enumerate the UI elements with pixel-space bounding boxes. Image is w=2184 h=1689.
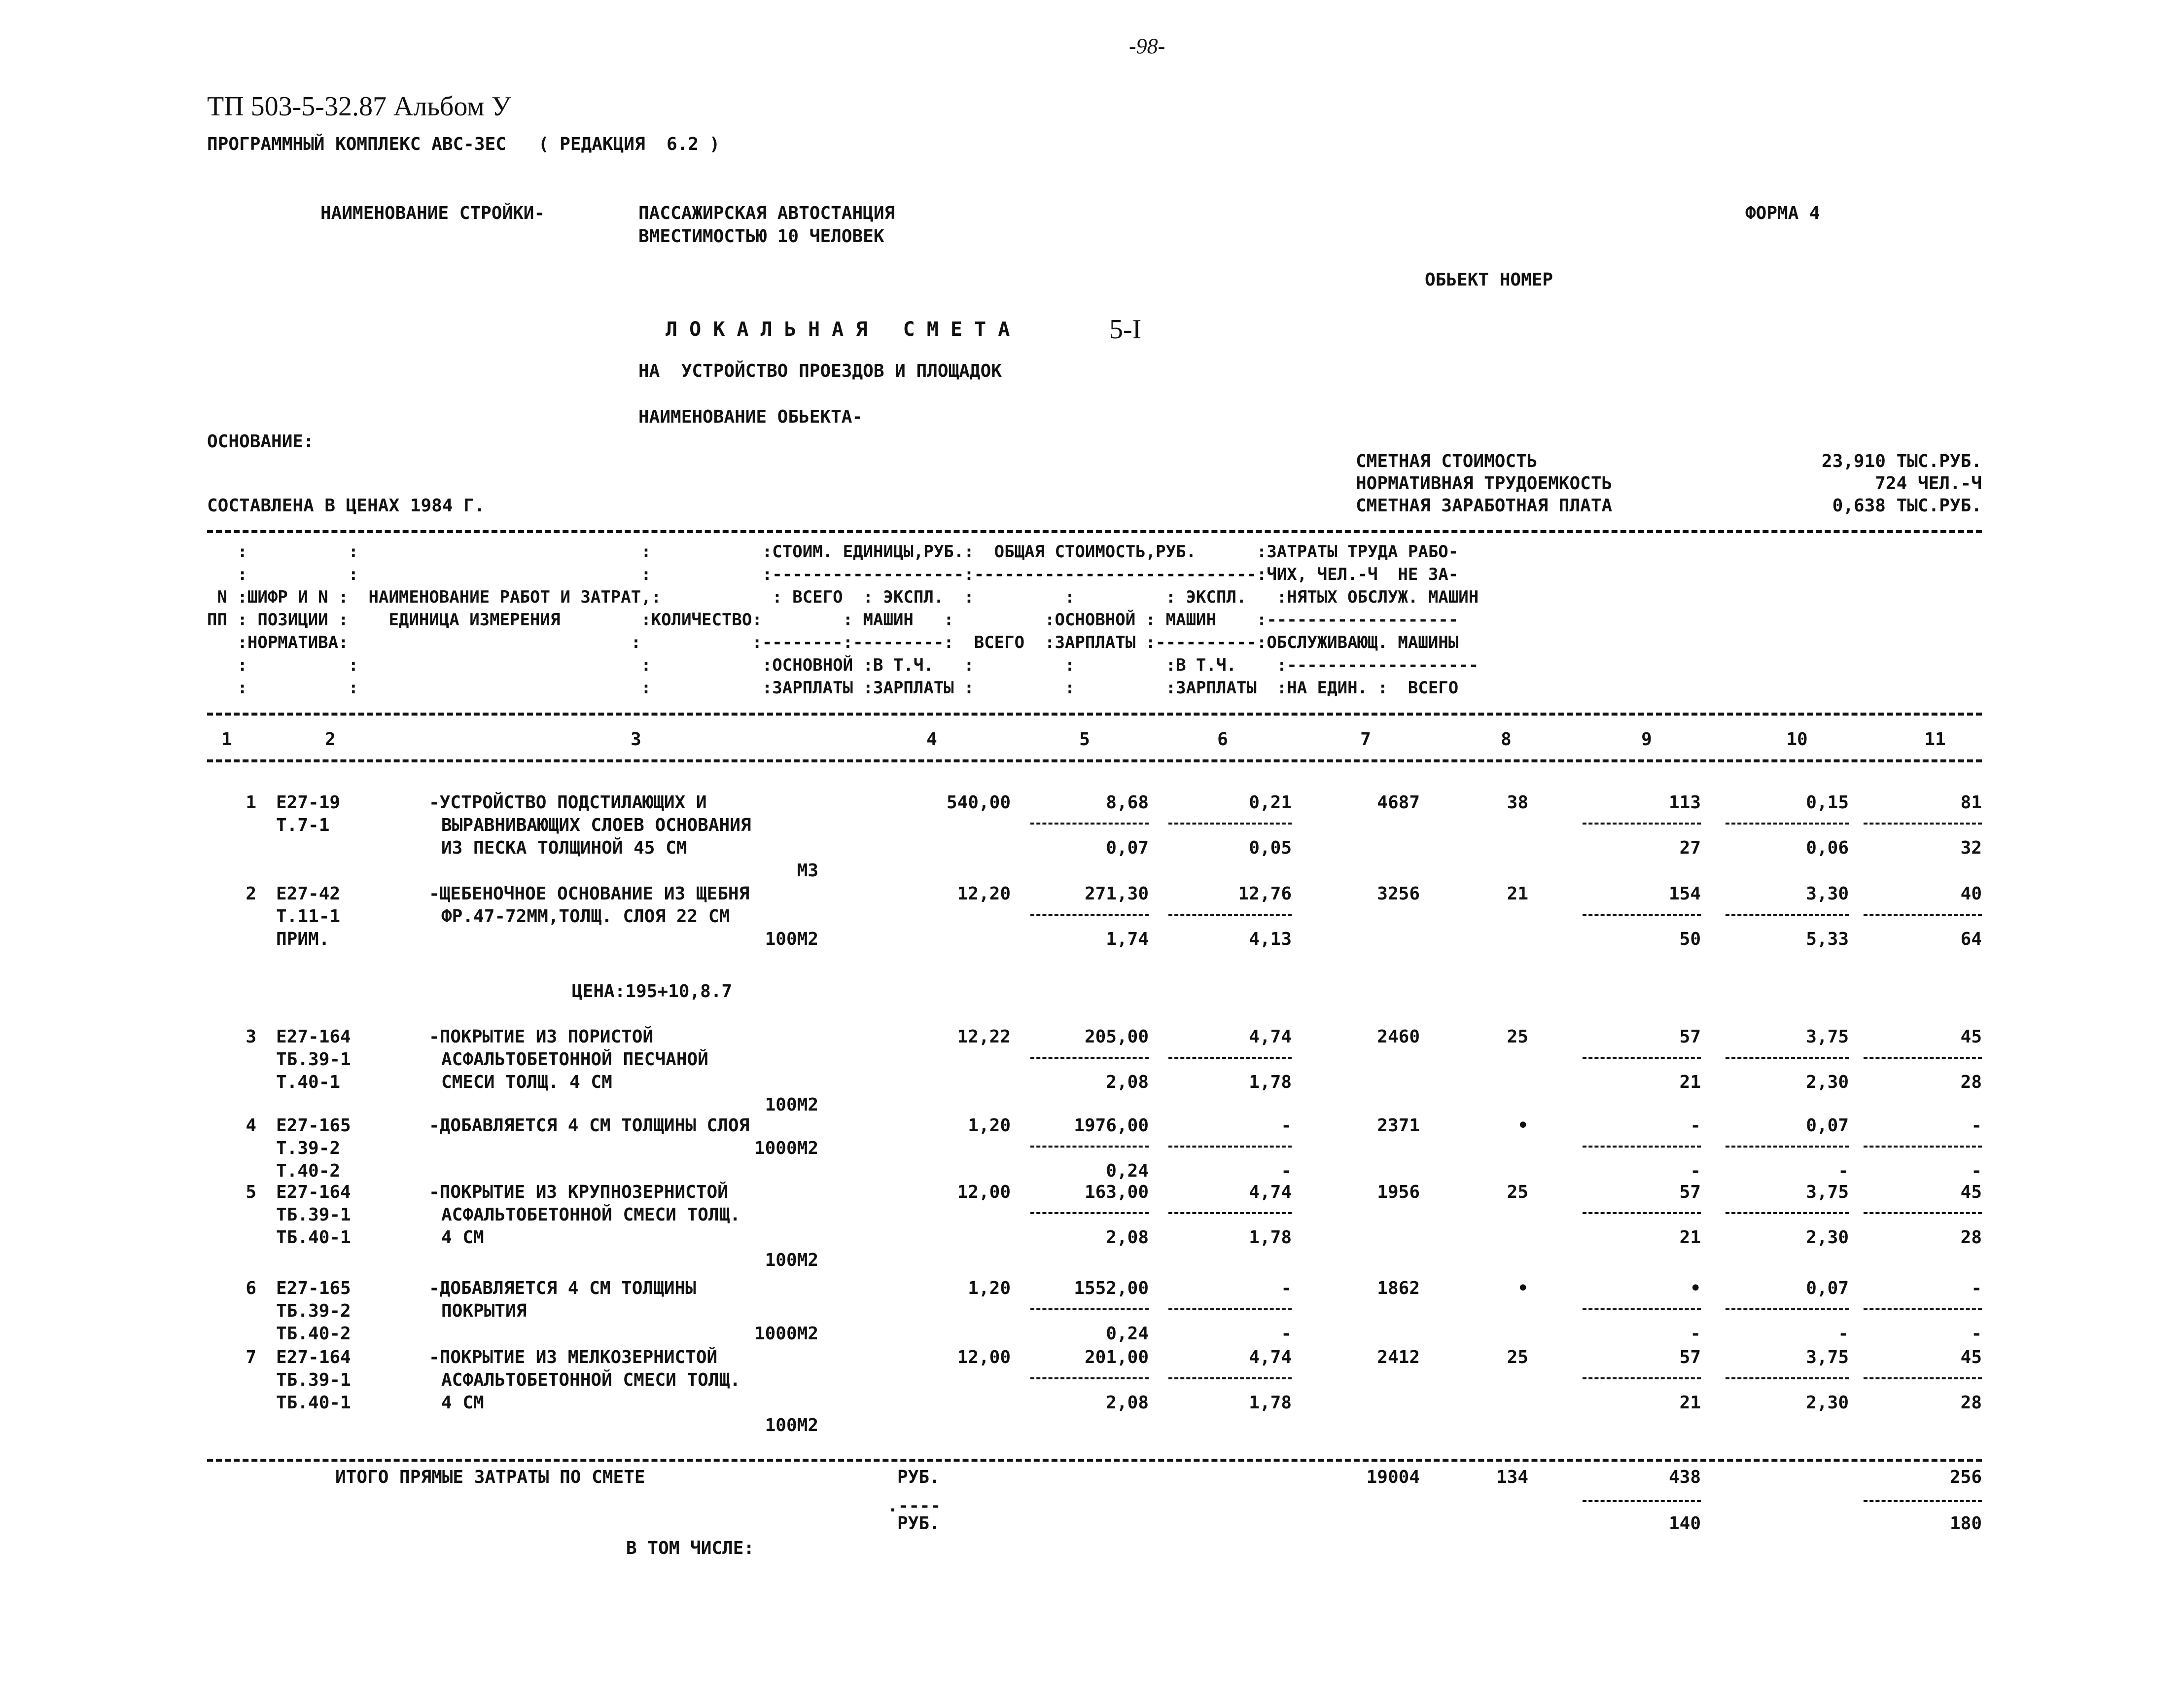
cell-subrule <box>1726 1212 1849 1214</box>
summary-value: 23,910 ТЫС.РУБ. <box>1821 451 1982 471</box>
work-name: ПОКРЫТИЯ <box>441 1301 527 1321</box>
object-number-label: ОБЬЕКТ НОМЕР <box>1425 270 1553 290</box>
header-line: N :ШИФР И N : НАИМЕНОВАНИЕ РАБОТ И ЗАТРАТ,: : ВСЕГО : ЭКСПЛ. : : : ЭКСПЛ. :НЯТЫХ ОБСЛУЖ. МАШИН <box>207 587 1479 607</box>
estimate-subject: НА УСТРОЙСТВО ПРОЕЗДОВ И ПЛОЩАДОК <box>638 361 1002 381</box>
unit-cost-machine: - <box>1281 1115 1292 1136</box>
labour-per-unit-maint: 2,30 <box>1806 1227 1849 1248</box>
labour-per-unit-maint: 2,30 <box>1806 1072 1849 1092</box>
position-code: Т.11-1 <box>276 906 341 927</box>
wages: 38 <box>1507 792 1528 813</box>
unit-cost-machine-wages: 0,05 <box>1249 838 1292 858</box>
software-line: ПРОГРАММНЫЙ КОМПЛЕКС АВС-3ЕС ( РЕДАКЦИЯ 6.2 ) <box>207 134 720 154</box>
construction-name-line-1: ПАССАЖИРСКАЯ АВТОСТАНЦИЯ <box>638 203 895 223</box>
row-number: 2 <box>246 884 256 904</box>
machine-wages: 21 <box>1679 1227 1701 1248</box>
cell-subrule <box>1168 914 1292 916</box>
summary-label: СМЕТНАЯ ЗАРАБОТНАЯ ПЛАТА <box>1356 496 1613 516</box>
cell-subrule <box>1864 1377 1982 1379</box>
construction-label: НАИМЕНОВАНИЕ СТРОЙКИ- <box>320 203 545 223</box>
table-top-rule <box>207 530 1982 533</box>
machine-wages: 27 <box>1679 838 1701 858</box>
position-code: Т.7-1 <box>276 815 330 835</box>
labour-per-unit: 0,07 <box>1806 1278 1849 1298</box>
position-code: Т.40-1 <box>276 1072 341 1092</box>
unit-of-measure: 100М2 <box>765 929 818 949</box>
column-number: 10 <box>1786 729 1808 750</box>
labour-total: 45 <box>1960 1347 1982 1367</box>
machine-cost: • <box>1690 1278 1701 1298</box>
machine-cost: 113 <box>1668 792 1701 813</box>
cell-subrule <box>1168 1146 1292 1148</box>
quantity: 540,00 <box>946 792 1011 813</box>
quantity: 1,20 <box>968 1115 1011 1136</box>
labour-per-unit: 3,75 <box>1806 1347 1849 1367</box>
unit-cost-machine: 4,74 <box>1249 1182 1292 1202</box>
row-number: 7 <box>246 1347 256 1367</box>
cell-subrule <box>1030 914 1149 916</box>
total-cost: 1956 <box>1377 1182 1420 1202</box>
unit-of-measure: М3 <box>797 861 818 881</box>
position-code: Т.40-2 <box>276 1161 341 1181</box>
labour-total-maint: 28 <box>1960 1072 1982 1092</box>
total-cost: 2371 <box>1377 1115 1420 1136</box>
total-top-rule <box>207 1459 1982 1462</box>
cell-subrule <box>1030 1057 1149 1059</box>
row-number: 5 <box>246 1182 256 1202</box>
column-number: 3 <box>631 729 641 750</box>
form-label: ФОРМА 4 <box>1745 203 1820 223</box>
unit-cost-wages: 2,08 <box>1106 1072 1149 1092</box>
cell-subrule <box>1168 1308 1292 1310</box>
prices-line: СОСТАВЛЕНА В ЦЕНАХ 1984 Г. <box>207 496 485 516</box>
quantity: 1,20 <box>968 1278 1011 1298</box>
total-cost: 19004 <box>1366 1467 1420 1487</box>
labour-per-unit: 3,75 <box>1806 1182 1849 1202</box>
work-name: 4 СМ <box>441 1227 484 1248</box>
header-line: : : : :СТОИМ. ЕДИНИЦЫ,РУБ.: ОБЩАЯ СТОИМОСТЬ,РУБ. :ЗАТРАТЫ ТРУДА РАБО- <box>207 542 1459 562</box>
unit-cost-total: 201,00 <box>1084 1347 1149 1367</box>
machine-cost: - <box>1690 1115 1701 1136</box>
position-code: ПРИМ. <box>276 929 330 949</box>
work-name: -ДОБАВЛЯЕТСЯ 4 СМ ТОЛЩИНЫ СЛОЯ <box>429 1115 750 1136</box>
unit-of-measure: 1000М2 <box>754 1324 818 1344</box>
estimate-number: 5-I <box>1109 314 1142 345</box>
row-number: 1 <box>246 792 256 813</box>
position-code: ТБ.40-1 <box>276 1393 351 1413</box>
estimate-title: Л О К А Л Ь Н А Я С М Е Т А <box>666 318 1010 341</box>
labour-per-unit: 3,30 <box>1806 884 1849 904</box>
labour-total-maint: 28 <box>1960 1393 1982 1413</box>
object-name-label: НАИМЕНОВАНИЕ ОБЬЕКТА- <box>638 407 863 427</box>
unit-of-measure: 100М2 <box>765 1415 818 1436</box>
unit-cost-machine: 0,21 <box>1249 792 1292 813</box>
column-number: 4 <box>926 729 937 750</box>
summary-value: 724 ЧЕЛ.-Ч <box>1875 473 1982 494</box>
cell-subrule <box>1168 1377 1292 1379</box>
cell-subrule <box>1583 1308 1701 1310</box>
cell-subrule <box>1168 823 1292 825</box>
cell-subrule <box>1864 1212 1982 1214</box>
position-code: ТБ.40-1 <box>276 1227 351 1248</box>
unit-cost-total: 8,68 <box>1106 792 1149 813</box>
machine-wages: 21 <box>1679 1072 1701 1092</box>
work-name: -ПОКРЫТИЕ ИЗ МЕЛКОЗЕРНИСТОЙ <box>429 1347 718 1367</box>
total-cost: 4687 <box>1377 792 1420 813</box>
labour-per-unit-maint: - <box>1838 1324 1849 1344</box>
labour-total: 45 <box>1960 1182 1982 1202</box>
work-name: ИЗ ПЕСКА ТОЛЩИНОЙ 45 СМ <box>441 838 687 858</box>
labour-total: 81 <box>1960 792 1982 813</box>
total-labour: 256 <box>1949 1467 1982 1487</box>
work-name: -ДОБАВЛЯЕТСЯ 4 СМ ТОЛЩИНЫ <box>429 1278 696 1298</box>
position-code: ТБ.39-2 <box>276 1301 351 1321</box>
position-code: Е27-164 <box>276 1347 351 1367</box>
unit-cost-wages: 0,07 <box>1106 838 1149 858</box>
column-number: 11 <box>1924 729 1946 750</box>
cell-subrule <box>1583 1057 1701 1059</box>
cell-subrule <box>1864 1146 1982 1148</box>
machine-wages: 21 <box>1679 1393 1701 1413</box>
header-line: : : : :ОСНОВНОЙ :В Т.Ч. : : :В Т.Ч. :------------------- <box>207 655 1479 675</box>
unit-cost-total: 205,00 <box>1084 1027 1149 1047</box>
quantity: 12,00 <box>957 1182 1011 1202</box>
unit-cost-total: 271,30 <box>1084 884 1149 904</box>
labour-total: - <box>1971 1115 1982 1136</box>
document-reference: ТП 503-5-32.87 Альбом У <box>207 91 511 122</box>
column-number: 5 <box>1079 729 1090 750</box>
total-subrule <box>1864 1500 1982 1502</box>
cell-subrule <box>1583 1212 1701 1214</box>
column-number: 7 <box>1360 729 1371 750</box>
cell-subrule <box>1583 1146 1701 1148</box>
total-unit: РУБ. <box>897 1513 940 1534</box>
labour-total-maint: - <box>1971 1324 1982 1344</box>
unit-cost-wages: 1,74 <box>1106 929 1149 949</box>
labour-total-maint: 28 <box>1960 1227 1982 1248</box>
work-name: -УСТРОЙСТВО ПОДСТИЛАЮЩИХ И <box>429 792 707 813</box>
work-name: СМЕСИ ТОЛЩ. 4 СМ <box>441 1072 612 1092</box>
unit-cost-wages: 0,24 <box>1106 1161 1149 1181</box>
position-code: ТБ.40-2 <box>276 1324 351 1344</box>
unit-cost-machine-wages: 1,78 <box>1249 1227 1292 1248</box>
column-number: 1 <box>221 729 232 750</box>
total-cost: 2412 <box>1377 1347 1420 1367</box>
cell-subrule <box>1726 1377 1849 1379</box>
position-code: Е27-165 <box>276 1278 351 1298</box>
work-name: -ПОКРЫТИЕ ИЗ ПОРИСТОЙ <box>429 1027 654 1047</box>
machine-wages: 50 <box>1679 929 1701 949</box>
construction-name-line-2: ВМЕСТИМОСТЬЮ 10 ЧЕЛОВЕК <box>638 226 884 247</box>
cell-subrule <box>1030 823 1149 825</box>
labour-total-maint: - <box>1971 1161 1982 1181</box>
summary-label: СМЕТНАЯ СТОИМОСТЬ <box>1356 451 1538 471</box>
cell-subrule <box>1864 1057 1982 1059</box>
unit-cost-wages: 0,24 <box>1106 1324 1149 1344</box>
machine-wages: - <box>1690 1324 1701 1344</box>
header-line: ПП : ПОЗИЦИИ : ЕДИНИЦА ИЗМЕРЕНИЯ :КОЛИЧЕСТВО: : МАШИН : :ОСНОВНОЙ : МАШИН :------------------- <box>207 610 1459 630</box>
cell-subrule <box>1726 1057 1849 1059</box>
row-number: 3 <box>246 1027 256 1047</box>
unit-cost-machine: - <box>1281 1278 1292 1298</box>
wages: 25 <box>1507 1027 1528 1047</box>
row-number: 6 <box>246 1278 256 1298</box>
position-code: Т.39-2 <box>276 1138 341 1158</box>
total-wages: 134 <box>1496 1467 1528 1487</box>
unit-cost-total: 163,00 <box>1084 1182 1149 1202</box>
machine-cost: 57 <box>1679 1347 1701 1367</box>
unit-cost-machine-wages: 1,78 <box>1249 1072 1292 1092</box>
labour-per-unit-maint: 5,33 <box>1806 929 1849 949</box>
total-subrule <box>1583 1500 1701 1502</box>
labour-total: 45 <box>1960 1027 1982 1047</box>
cell-subrule <box>1030 1377 1149 1379</box>
cell-subrule <box>1726 914 1849 916</box>
position-code: Е27-165 <box>276 1115 351 1136</box>
wages: • <box>1517 1278 1528 1298</box>
unit-cost-machine-wages: - <box>1281 1161 1292 1181</box>
summary-label: НОРМАТИВНАЯ ТРУДОЕМКОСТЬ <box>1356 473 1613 494</box>
cell-subrule <box>1864 1308 1982 1310</box>
work-name: ВЫРАВНИВАЮЩИХ СЛОЕВ ОСНОВАНИЯ <box>441 815 751 835</box>
labour-per-unit-maint: 2,30 <box>1806 1393 1849 1413</box>
position-code: Е27-42 <box>276 884 341 904</box>
work-name: ФР.47-72ММ,ТОЛЩ. СЛОЯ 22 СМ <box>441 906 730 927</box>
header-line: :НОРМАТИВА: : :--------:---------: ВСЕГО :ЗАРПЛАТЫ :----------:ОБСЛУЖИВАЮЩ. МАШИНЫ <box>207 633 1459 652</box>
machine-cost: 57 <box>1679 1027 1701 1047</box>
labour-per-unit-maint: - <box>1838 1161 1849 1181</box>
work-name: 4 СМ <box>441 1393 484 1413</box>
unit-cost-machine: 12,76 <box>1238 884 1292 904</box>
column-number: 6 <box>1217 729 1228 750</box>
quantity: 12,22 <box>957 1027 1011 1047</box>
total-cost: 2460 <box>1377 1027 1420 1047</box>
cell-subrule <box>1726 1146 1849 1148</box>
total-separator: .---- <box>887 1496 941 1516</box>
unit-cost-total: 1976,00 <box>1074 1115 1149 1136</box>
unit-cost-machine-wages: 4,13 <box>1249 929 1292 949</box>
labour-per-unit-maint: 0,06 <box>1806 838 1849 858</box>
row-number: 4 <box>246 1115 256 1136</box>
cell-subrule <box>1864 823 1982 825</box>
quantity: 12,00 <box>957 1347 1011 1367</box>
labour-total: 40 <box>1960 884 1982 904</box>
total-labour-maint: 180 <box>1949 1513 1982 1534</box>
wages: 25 <box>1507 1347 1528 1367</box>
total-machine-wages: 140 <box>1668 1513 1701 1534</box>
cell-subrule <box>1030 1308 1149 1310</box>
cell-subrule <box>1030 1146 1149 1148</box>
column-number: 9 <box>1641 729 1652 750</box>
summary-value: 0,638 ТЫС.РУБ. <box>1832 496 1982 516</box>
labour-per-unit: 0,07 <box>1806 1115 1849 1136</box>
cell-subrule <box>1726 823 1849 825</box>
page-number: -98- <box>1129 34 1165 58</box>
basis-label: ОСНОВАНИЕ: <box>207 431 314 452</box>
cell-subrule <box>1726 1308 1849 1310</box>
wages: 25 <box>1507 1182 1528 1202</box>
work-name: -ПОКРЫТИЕ ИЗ КРУПНОЗЕРНИСТОЙ <box>429 1182 728 1202</box>
unit-cost-machine: 4,74 <box>1249 1027 1292 1047</box>
cell-subrule <box>1583 914 1701 916</box>
unit-cost-machine: 4,74 <box>1249 1347 1292 1367</box>
cell-subrule <box>1168 1057 1292 1059</box>
unit-of-measure: 100М2 <box>765 1250 818 1270</box>
wages: 21 <box>1507 884 1528 904</box>
labour-total: - <box>1971 1278 1982 1298</box>
work-name: АСФАЛЬТОБЕТОННОЙ СМЕСИ ТОЛЩ. <box>441 1205 740 1225</box>
column-number: 2 <box>325 729 336 750</box>
labour-per-unit: 0,15 <box>1806 792 1849 813</box>
position-code: Е27-164 <box>276 1027 351 1047</box>
unit-of-measure: 100М2 <box>765 1095 818 1115</box>
unit-cost-total: 1552,00 <box>1074 1278 1149 1298</box>
machine-cost: 57 <box>1679 1182 1701 1202</box>
labour-per-unit: 3,75 <box>1806 1027 1849 1047</box>
machine-cost: 154 <box>1668 884 1701 904</box>
position-code: ТБ.39-1 <box>276 1370 351 1390</box>
cell-subrule <box>1583 1377 1701 1379</box>
unit-cost-machine-wages: - <box>1281 1324 1292 1344</box>
cell-subrule <box>1864 914 1982 916</box>
unit-cost-machine-wages: 1,78 <box>1249 1393 1292 1413</box>
column-number: 8 <box>1501 729 1512 750</box>
unit-cost-wages: 2,08 <box>1106 1227 1149 1248</box>
header-bottom-rule <box>207 713 1982 716</box>
position-code: Е27-164 <box>276 1182 351 1202</box>
position-code: ТБ.39-1 <box>276 1205 351 1225</box>
total-unit: РУБ. <box>897 1467 940 1487</box>
cell-subrule <box>1583 823 1701 825</box>
cell-subrule <box>1030 1212 1149 1214</box>
column-numbers-rule <box>207 759 1982 762</box>
total-label: ИТОГО ПРЯМЫЕ ЗАТРАТЫ ПО СМЕТЕ <box>335 1467 645 1487</box>
unit-of-measure: 1000М2 <box>754 1138 818 1158</box>
total-cost: 1862 <box>1377 1278 1420 1298</box>
position-code: Е27-19 <box>276 792 341 813</box>
header-line: : : : :ЗАРПЛАТЫ :ЗАРПЛАТЫ : : :ЗАРПЛАТЫ :НА ЕДИН. : ВСЕГО <box>207 678 1459 698</box>
header-line: : : : :-------------------:----------------------------:ЧИХ, ЧЕЛ.-Ч НЕ ЗА- <box>207 565 1459 584</box>
wages: • <box>1517 1115 1528 1136</box>
total-cost: 3256 <box>1377 884 1420 904</box>
total-machine: 438 <box>1668 1467 1701 1487</box>
quantity: 12,20 <box>957 884 1011 904</box>
position-code: ТБ.39-1 <box>276 1049 351 1070</box>
cell-subrule <box>1168 1212 1292 1214</box>
work-name: АСФАЛЬТОБЕТОННОЙ СМЕСИ ТОЛЩ. <box>441 1370 740 1390</box>
work-name: АСФАЛЬТОБЕТОННОЙ ПЕСЧАНОЙ <box>441 1049 708 1070</box>
labour-total-maint: 64 <box>1960 929 1982 949</box>
including-label: В ТОМ ЧИСЛЕ: <box>626 1538 755 1558</box>
machine-wages: - <box>1690 1161 1701 1181</box>
labour-total-maint: 32 <box>1960 838 1982 858</box>
price-note: ЦЕНА:195+10,8.7 <box>572 981 733 1002</box>
work-name: -ЩЕБЕНОЧНОЕ ОСНОВАНИЕ ИЗ ЩЕБНЯ <box>429 884 750 904</box>
unit-cost-wages: 2,08 <box>1106 1393 1149 1413</box>
